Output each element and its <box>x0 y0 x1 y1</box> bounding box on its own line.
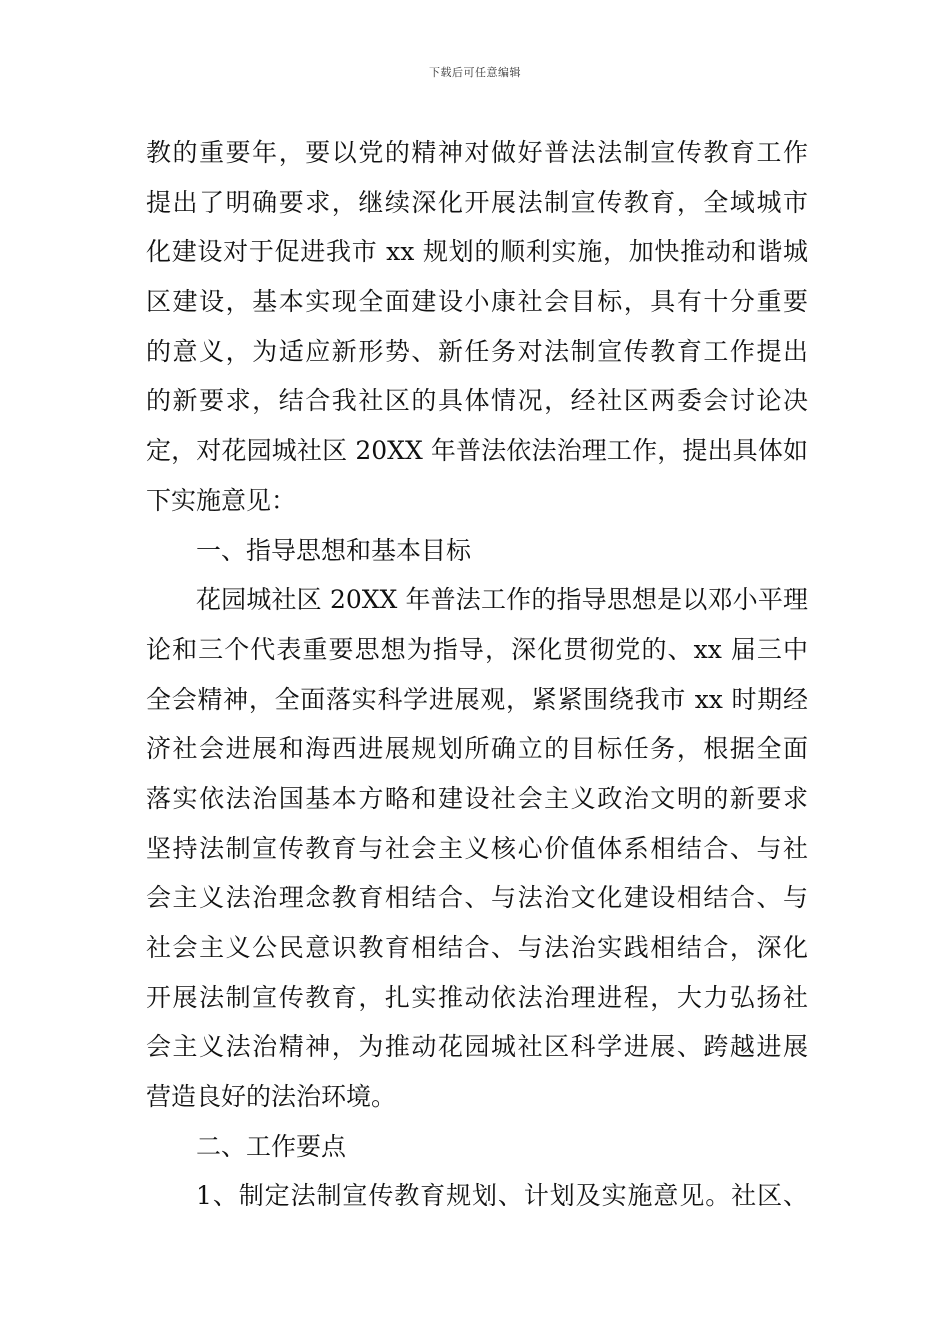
document-body <box>146 128 808 1221</box>
text-line: 教的重要年，要以党的精神对做好普法法制宣传教育工作 <box>146 138 808 167</box>
text-line: 区建设，基本实现全面建设小康社会目标，具有十分重要 <box>146 287 808 317</box>
section-heading-1: 一、指导思想和基本目标 <box>196 535 472 565</box>
text-line: 社会主义公民意识教育相结合、与法治实践相结合，深化 <box>146 933 808 962</box>
text-line: 定，对花园城社区 20XX 年普法依法治理工作，提出具体如 <box>146 436 808 466</box>
text-line: 下实施意见： <box>146 485 297 515</box>
text-line: 论和三个代表重要思想为指导，深化贯彻党的、xx 届三中 <box>146 634 808 664</box>
text-line: 全会精神，全面落实科学进展观，紧紧围绕我市 xx 时期经 <box>146 684 808 714</box>
text-line: 落实依法治国基本方略和建设社会主义政治文明的新要求 <box>146 783 808 813</box>
text-line: 的意义，为适应新形势、新任务对法制宣传教育工作提出 <box>146 336 808 366</box>
text-line: 济社会进展和海西进展规划所确立的目标任务，根据全面 <box>146 734 808 764</box>
text-line: 会主义法治精神，为推动花园城社区科学进展、跨越进展 <box>146 1032 808 1062</box>
text-line: 提出了明确要求，继续深化开展法制宣传教育，全域城市 <box>146 187 808 217</box>
text-line: 的新要求，结合我社区的具体情况，经社区两委会讨论决 <box>146 386 808 416</box>
text-line: 坚持法制宣传教育与社会主义核心价值体系相结合、与社 <box>146 833 808 863</box>
page-header-watermark: 下载后可任意编辑 <box>429 66 521 79</box>
paragraph-first-line: 1、制定法制宣传教育规划、计划及实施意见。社区、 <box>196 1181 808 1211</box>
text-line: 化建设对于促进我市 xx 规划的顺利实施，加快推动和谐城 <box>146 237 808 267</box>
section-heading-2: 二、工作要点 <box>196 1131 347 1161</box>
text-line: 会主义法治理念教育相结合、与法治文化建设相结合、与 <box>146 883 808 913</box>
text-line: 开展法制宣传教育，扎实推动依法治理进程，大力弘扬社 <box>146 982 808 1012</box>
text-line: 营造良好的法治环境。 <box>146 1082 397 1112</box>
paragraph-first-line: 花园城社区 20XX 年普法工作的指导思想是以邓小平理 <box>196 585 808 615</box>
